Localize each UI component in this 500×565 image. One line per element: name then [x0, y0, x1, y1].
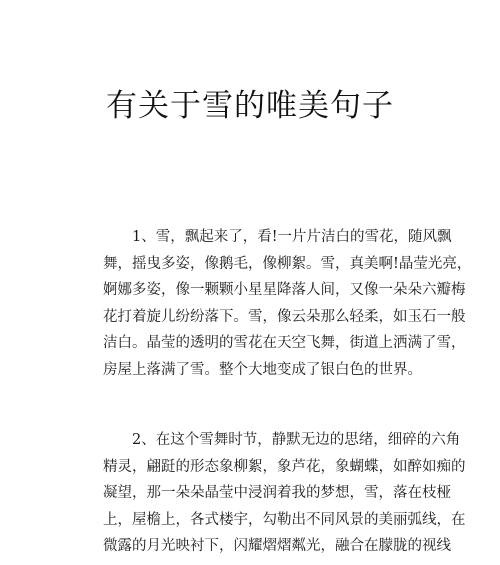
- paragraph-line: 花打着旋儿纷纷落下。雪，像云朵那么轻柔，如玉石一般: [103, 308, 466, 325]
- document-title: 有关于雪的唯美句子: [106, 88, 394, 124]
- paragraph-line: 2、在这个雪舞时节，静默无边的思绪，细碎的六角: [132, 432, 461, 448]
- paragraph-line: 舞，摇曳多姿，像鹅毛，像柳絮。雪，真美啊!晶莹光亮，: [103, 255, 472, 272]
- paragraph-line: 微露的月光映衬下，闪耀熠熠粼光，融合在朦胧的视线: [103, 538, 451, 554]
- paragraph-2: [103, 427, 466, 560]
- paragraph-line: 上，屋檐上，各式楼宇，勾勒出不同风景的美丽弧线，在: [103, 511, 466, 528]
- paragraph-line: 婀娜多姿，像一颗颗小星星降落人间，又像一朵朵六瓣梅: [103, 282, 466, 298]
- paragraph-line: 凝望，那一朵朵晶莹中浸润着我的梦想，雪，落在枝桠: [103, 485, 451, 501]
- paragraph-line: 房屋上落满了雪。整个大地变成了银白色的世界。: [103, 361, 422, 378]
- paragraph-line: 1、雪，飘起来了，看!一片片洁白的雪花，随风飘: [132, 229, 452, 245]
- paragraph-line: 精灵，翩跹的形态象柳絮，象芦花，象蝴蝶，如醉如痴的: [103, 458, 466, 475]
- paragraph-1: [103, 224, 472, 383]
- paragraph-line: 洁白。晶莹的透明的雪花在天空飞舞，街道上洒满了雪，: [103, 335, 466, 351]
